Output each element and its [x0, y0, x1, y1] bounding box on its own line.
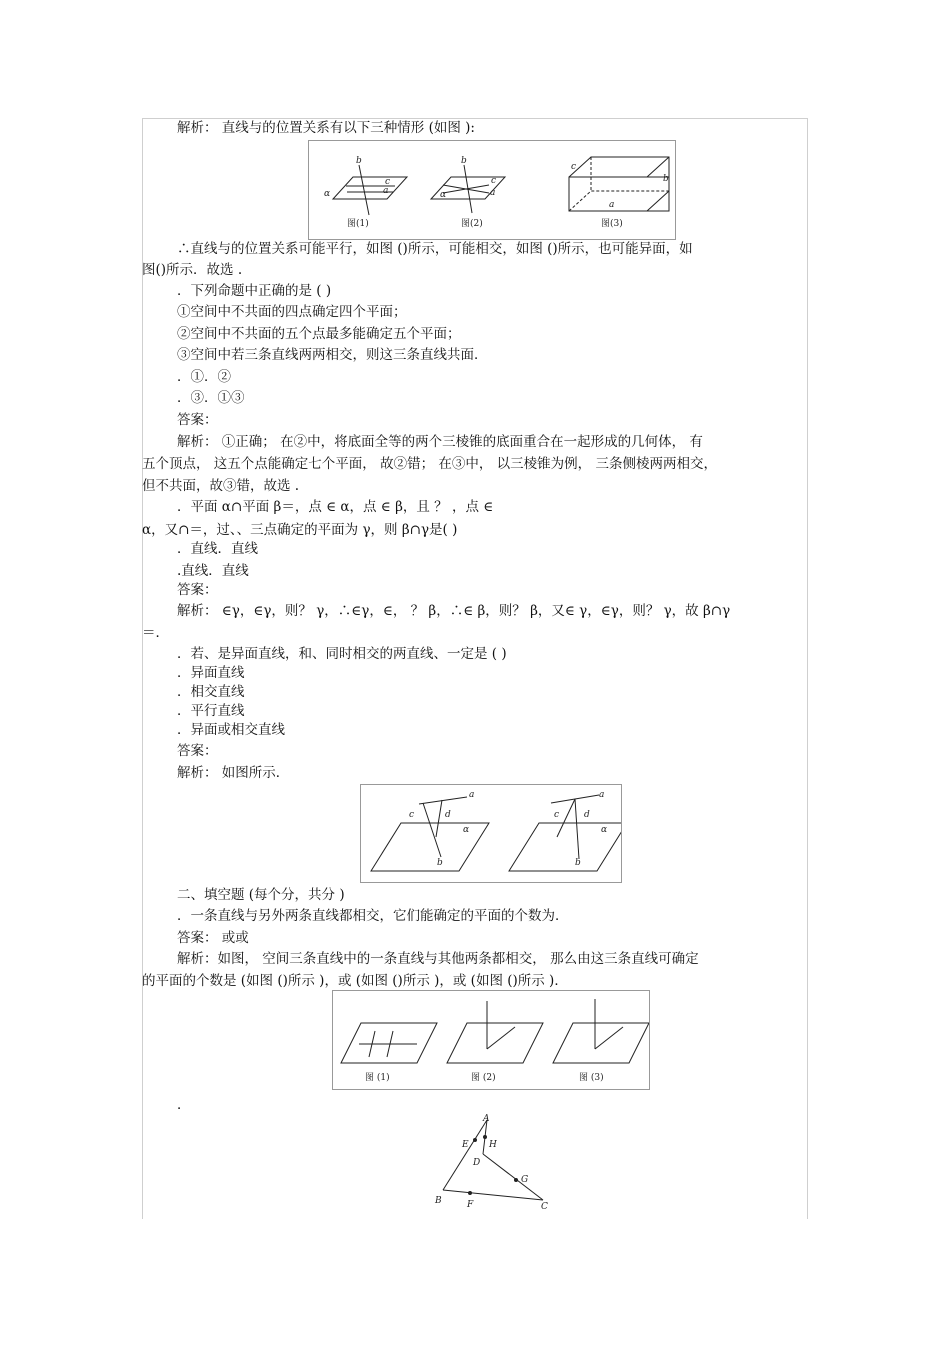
figure-three-lines-planes-svg — [333, 991, 649, 1089]
text-line: 答案： — [177, 743, 218, 759]
text-line: ＝． — [142, 625, 169, 641]
text-line: 答案： 或或 — [177, 930, 249, 946]
text-line: ．平面 α∩平面 β＝，点 ∈ α，点 ∈ β，且 ？ ，点 ∈ — [177, 499, 494, 515]
text-line: ．③．①③ — [177, 390, 245, 406]
figure-line-positions — [308, 140, 676, 240]
caption-fig1: 图(1) — [347, 219, 369, 229]
text-line: 图()所示．故选 . — [142, 262, 243, 278]
figure-skew-lines-svg — [361, 785, 621, 882]
figure-line-positions-svg — [309, 141, 675, 239]
text-line: ．异面或相交直线 — [177, 722, 285, 738]
text-line: 解析： 如图所示． — [177, 765, 290, 781]
label-E: E — [462, 1140, 469, 1150]
caption-fig-c3: 图 (3) — [579, 1073, 604, 1083]
label-alpha-left: α — [463, 825, 470, 835]
text-line: ．平行直线 — [177, 703, 245, 719]
text-line: 解析：如图， 空间三条直线中的一条直线与其他两条都相交， 那么由这三条直线可确定 — [177, 951, 699, 967]
text-line: ．一条直线与另外两条直线都相交，它们能确定的平面的个数为． — [177, 908, 569, 924]
text-line: α，又∩＝，过、、三点确定的平面为 γ，则 β∩γ是( ) — [142, 522, 458, 538]
text-line: ．相交直线 — [177, 684, 245, 700]
text-line: ③空间中若三条直线两两相交，则这三条直线共面． — [177, 347, 488, 363]
label-H: H — [489, 1140, 497, 1150]
section-heading: 二、填空题 (每个分，共分 ) — [177, 887, 345, 903]
figure-spatial-quadrilateral — [430, 1110, 560, 1214]
label-a-3: a — [609, 200, 615, 210]
label-B: B — [435, 1196, 442, 1206]
label-b-1: b — [356, 156, 362, 166]
figure-three-lines-planes — [332, 990, 650, 1090]
label-C: C — [541, 1202, 548, 1212]
text-line: ①空间中不共面的四点确定四个平面； — [177, 304, 407, 320]
label-d-left: d — [445, 810, 451, 820]
label-b-2: b — [461, 156, 467, 166]
text-line: ．异面直线 — [177, 665, 245, 681]
text-line: 解析： 直线与的位置关系有以下三种情形 (如图 ): — [177, 120, 475, 136]
label-alpha-2: α — [440, 190, 447, 200]
text-line: 但不共面，故③错，故选 . — [142, 478, 300, 494]
text-line: ②空间中不共面的五个点最多能确定五个平面； — [177, 326, 461, 342]
text-line: ．①．② — [177, 369, 231, 385]
label-alpha-right: α — [601, 825, 608, 835]
label-b-3: b — [663, 174, 669, 184]
label-c-right: c — [554, 810, 560, 820]
label-d-right: d — [584, 810, 590, 820]
caption-fig-c1: 图 (1) — [365, 1073, 390, 1083]
label-b-right: b — [575, 858, 581, 868]
label-c-left: c — [409, 810, 415, 820]
text-line: ∴直线与的位置关系可能平行，如图 ()所示，可能相交，如图 ()所示，也可能异面，如 — [177, 241, 693, 257]
text-line: ． — [177, 1097, 191, 1113]
text-line: 的平面的个数是 (如图 ()所示 )，或 (如图 ()所示 )，或 (如图 ()所示 )． — [142, 973, 568, 989]
label-a-1: a — [383, 186, 389, 196]
label-a-2: a — [490, 188, 496, 198]
caption-fig3: 图(3) — [601, 219, 623, 229]
figure-skew-lines — [360, 784, 622, 883]
label-a-right: a — [599, 790, 605, 800]
label-A: A — [483, 1114, 490, 1124]
label-alpha-1: α — [324, 189, 331, 199]
text-line: ．直线．直线 — [177, 541, 258, 557]
label-D: D — [473, 1158, 481, 1168]
text-line: 答案： — [177, 412, 218, 428]
text-line: 解析： ∈γ，∈γ，则？ γ，∴∈γ，∈， ？ β，∴∈ β，则？ β，又∈ γ，∈γ，则？ γ，故 β∩γ — [177, 603, 731, 619]
text-line: .直线．直线 — [177, 563, 249, 579]
label-b-left: b — [437, 858, 443, 868]
caption-fig2: 图(2) — [461, 219, 483, 229]
label-F: F — [467, 1200, 474, 1210]
label-c-1: c — [385, 177, 391, 187]
label-a-left: a — [469, 790, 475, 800]
text-line: ．下列命题中正确的是 ( ) — [177, 283, 332, 299]
text-line: 答案： — [177, 582, 218, 598]
caption-fig-c2: 图 (2) — [471, 1073, 496, 1083]
text-line: ．若、是异面直线，和、同时相交的两直线、一定是 ( ) — [177, 646, 507, 662]
text-line: 五个顶点， 这五个点能确定七个平面， 故②错； 在③中， 以三棱锥为例， 三条侧棱两两相交， — [142, 456, 717, 472]
label-G: G — [521, 1175, 529, 1185]
label-c-2: c — [491, 176, 497, 186]
label-c-3: c — [571, 162, 577, 172]
text-line: 解析： ①正确； 在②中，将底面全等的两个三棱锥的底面重合在一起形成的几何体， 有 — [177, 434, 703, 450]
